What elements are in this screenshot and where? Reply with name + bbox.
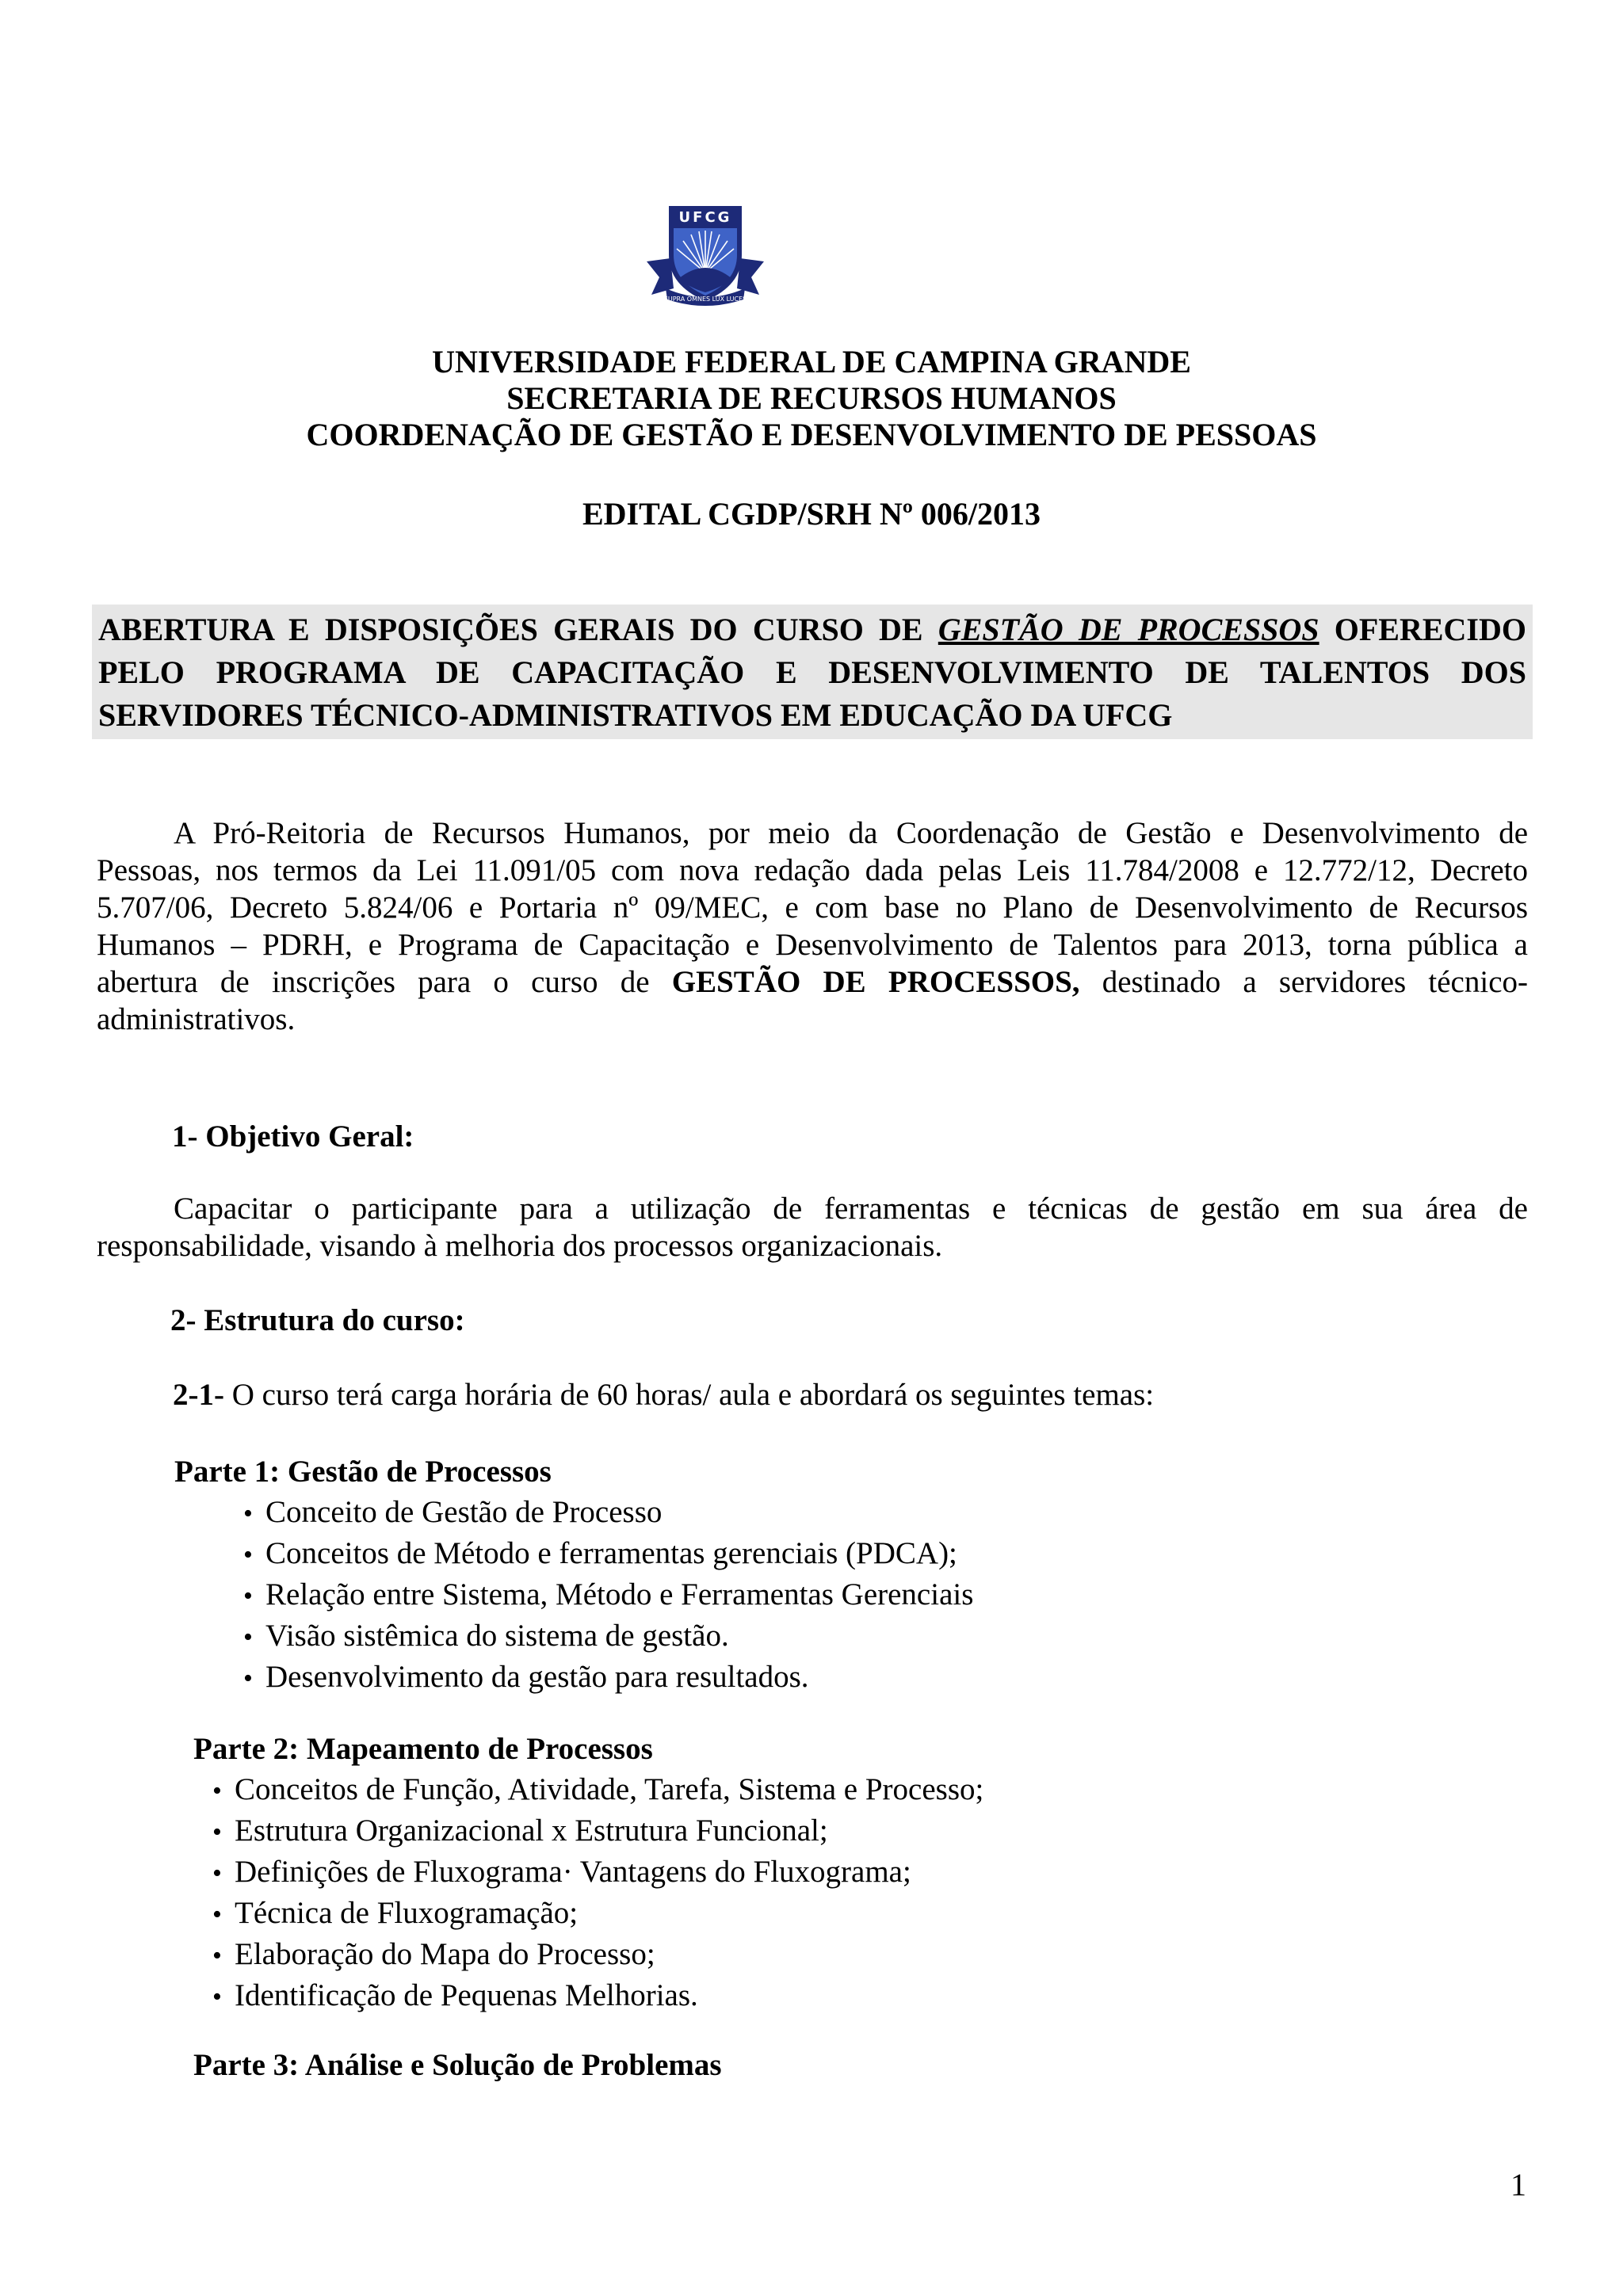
list-item: • Relação entre Sistema, Método e Ferramentas Gerenciais bbox=[243, 1575, 973, 1616]
list-item: • Identificação de Pequenas Melhorias. bbox=[212, 1976, 983, 2017]
list-item: • Estrutura Organizacional x Estrutura Funcional; bbox=[212, 1811, 983, 1852]
section-1-heading: 1- Objetivo Geral: bbox=[172, 1119, 414, 1154]
course-name-emphasis: GESTÃO DE PROCESSOS bbox=[938, 612, 1319, 647]
list-item: • Técnica de Fluxogramação; bbox=[212, 1894, 983, 1935]
list-item: • Elaboração do Mapa do Processo; bbox=[212, 1935, 983, 1976]
edital-number: EDITAL CGDP/SRH Nº 006/2013 bbox=[582, 496, 1041, 532]
page-number: 1 bbox=[1510, 2167, 1526, 2203]
title-line-3: SERVIDORES TÉCNICO-ADMINISTRATIVOS EM EDUCAÇÃO DA UFCG bbox=[98, 697, 1173, 733]
university-name: UNIVERSIDADE FEDERAL DE CAMPINA GRANDE bbox=[432, 344, 1191, 379]
list-item: • Conceitos de Método e ferramentas gerenciais (PDCA); bbox=[243, 1534, 973, 1575]
list-item: • Definições de Fluxograma· Vantagens do Fluxograma; bbox=[212, 1852, 983, 1894]
list-item: • Conceito de Gestão de Processo bbox=[243, 1493, 973, 1534]
intro-paragraph: A Pró-Reitoria de Recursos Humanos, por meio da Coordenação de Gestão e Desenvolvimento de Pessoas, nos termos da Lei 11.091/05 com nova redação dada pelas Leis 11.784/2008 e 12.772/12, Decreto 5.707/06, Decreto 5.824/06 e Portaria nº 09/MEC, e com base no Plano de Desenvolvimento de Recursos Humanos – PDRH, e Programa de Capacitação e Desenvolvimento de Talentos para 2013, torna pública a abertura de inscrições para o curso de GESTÃO DE PROCESSOS, destinado a servidores técnico- administrativos. bbox=[97, 816, 1528, 1036]
parte-2-list bbox=[212, 1770, 983, 2017]
title-line-2: PELO PROGRAMA DE CAPACITAÇÃO E DESENVOLVIMENTO DE TALENTOS DOS bbox=[98, 654, 1526, 690]
parte-1-title: Parte 1: Gestão de Processos bbox=[174, 1455, 552, 1489]
section-2-heading: 2- Estrutura do curso: bbox=[170, 1303, 465, 1337]
list-item: • Conceitos de Função, Atividade, Tarefa, Sistema e Processo; bbox=[212, 1770, 983, 1811]
ufcg-logo bbox=[642, 200, 769, 311]
parte-2-title: Parte 2: Mapeamento de Processos bbox=[193, 1732, 653, 1766]
section-2-1-item: 2-1- O curso terá carga horária de 60 horas/ aula e abordará os seguintes temas: bbox=[173, 1378, 1155, 1412]
section-1-paragraph: Capacitar o participante para a utilização de ferramentas e técnicas de gestão em sua área de responsabilidade, visando à melhoria dos processos organizacionais. bbox=[97, 1192, 1528, 1263]
coordination-name: COORDENAÇÃO DE GESTÃO E DESENVOLVIMENTO DE PESSOAS bbox=[306, 417, 1317, 452]
list-item: • Desenvolvimento da gestão para resultados. bbox=[243, 1657, 973, 1699]
title-box bbox=[92, 605, 1533, 739]
title-line-1: ABERTURA E DISPOSIÇÕES GERAIS DO CURSO DE GESTÃO DE PROCESSOS OFERECIDO bbox=[98, 612, 1526, 647]
parte-1-list bbox=[243, 1493, 973, 1699]
department-name: SECRETARIA DE RECURSOS HUMANOS bbox=[506, 380, 1117, 416]
logo-text: UFCG bbox=[678, 209, 732, 226]
list-item: • Visão sistêmica do sistema de gestão. bbox=[243, 1616, 973, 1657]
logo-motto: SUPRA OMNES LUX LUCES bbox=[663, 296, 747, 303]
parte-3-title: Parte 3: Análise e Solução de Problemas bbox=[193, 2048, 722, 2082]
header bbox=[0, 344, 1623, 453]
